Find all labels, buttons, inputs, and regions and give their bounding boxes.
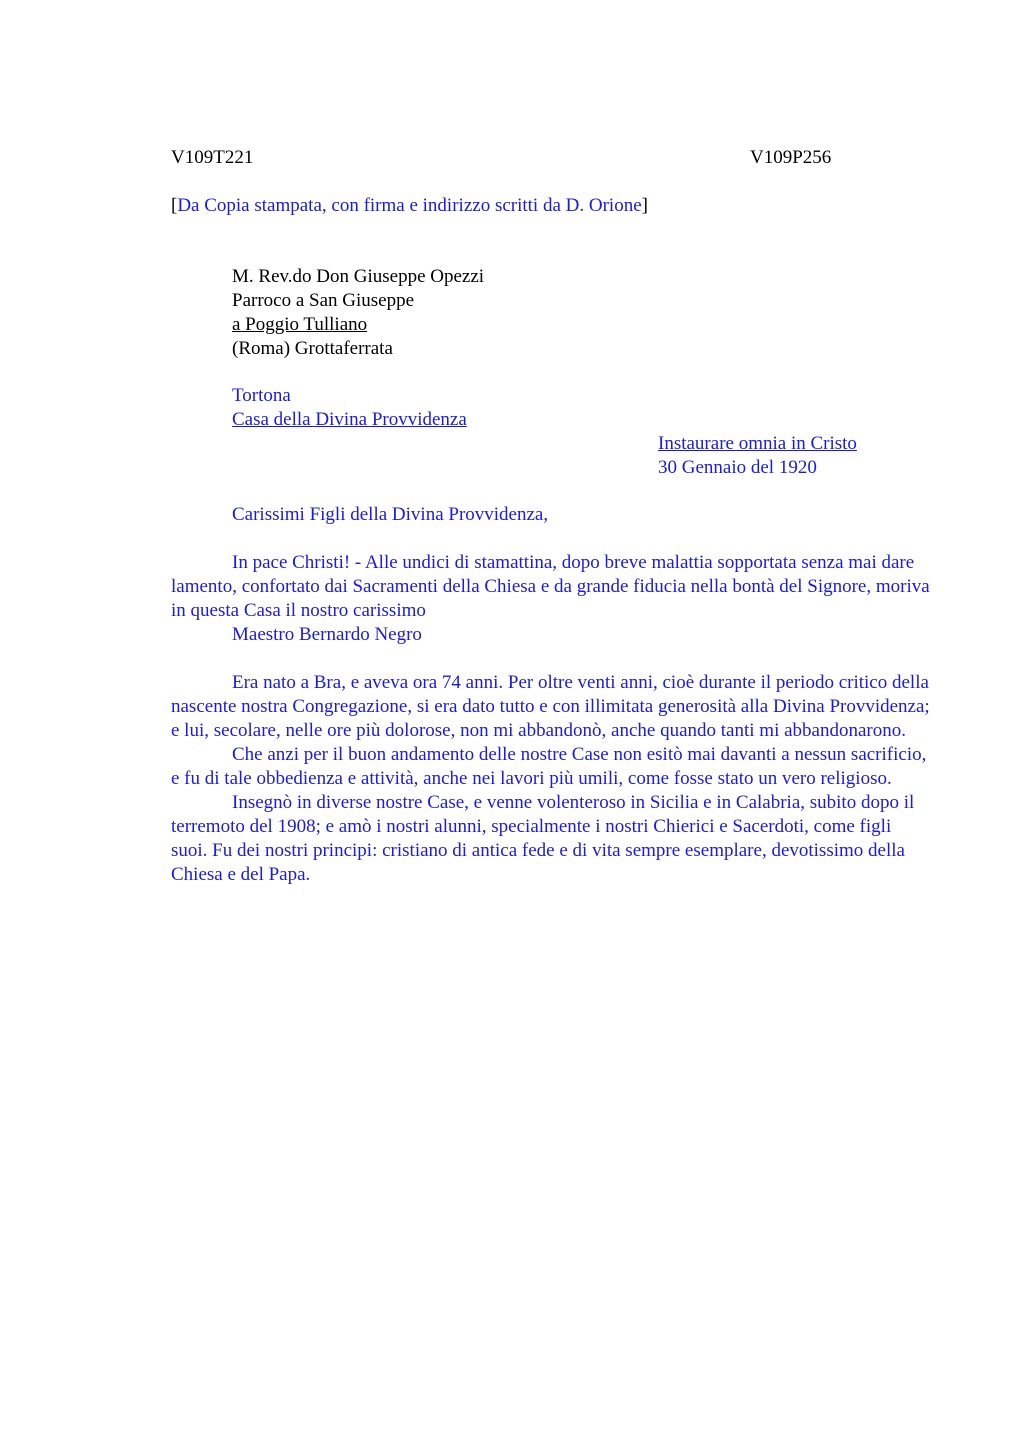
reference-code-left: V109T221 (171, 147, 254, 168)
origin-house: Casa della Divina Provvidenza (232, 409, 467, 430)
origin-city: Tortona (232, 385, 291, 406)
paragraph-4: Insegnò in diverse nostre Case, e venne volenteroso in Sicilia e in Calabria, subito dopo il terremoto del 1908; e amò i nostri alunni, specialmente i nostri Chierici e Sacerdoti, come figli suoi. Fu dei nostri principi: cristiano di antica fede e di vita sempre esemplare, devotissimo della Chiesa e del Papa. (171, 792, 915, 885)
deceased-name: Maestro Bernardo Negro (232, 624, 422, 645)
source-note (171, 194, 648, 218)
source-note-close-bracket: ] (641, 195, 648, 216)
address-line-locality: a Poggio Tulliano (232, 314, 368, 335)
letter-date: 30 Gennaio del 1920 (658, 457, 817, 478)
reference-code-right: V109P256 (750, 147, 832, 168)
source-note-open-bracket: [ (171, 195, 178, 216)
recipient-address (232, 265, 484, 361)
paragraph-spacer (171, 647, 931, 671)
sender-origin (232, 384, 467, 432)
address-line-parish: Parroco a San Giuseppe (232, 290, 415, 311)
paragraph-1: In pace Christi! - Alle undici di stamattina, dopo breve malattia sopportata senza mai dare lamento, confortato dai Sacramenti della Chiesa e da grande fiducia nella bontà del Signore, moriva in questa Casa il nostro carissimo (171, 552, 930, 621)
address-line-city: (Roma) Grottaferrata (232, 338, 393, 359)
address-line-recipient: M. Rev.do Don Giuseppe Opezzi (232, 266, 485, 287)
paragraph-2: Era nato a Bra, e aveva ora 74 anni. Per oltre venti anni, cioè durante il periodo critico della nascente nostra Congregazione, si era dato tutto e con illimitata generosità alla Divina Provvidenza; e lui, secolare, nelle ore più dolorose, non mi abbandonò, anche quando tanti mi abbandonarono. (171, 672, 930, 741)
motto: Instaurare omnia in Cristo (658, 433, 857, 454)
paragraph-3: Che anzi per il buon andamento delle nostre Case non esitò mai davanti a nessun sacrificio, e fu di tale obbedienza e attività, anche nei lavori più umili, come fosse stato un vero religioso. (171, 744, 927, 789)
date-block (658, 432, 857, 480)
salutation: Carissimi Figli della Divina Provvidenza, (232, 504, 549, 525)
source-note-text: Da Copia stampata, con firma e indirizzo scritti da D. Orione (177, 195, 642, 216)
letter-body (171, 551, 931, 887)
